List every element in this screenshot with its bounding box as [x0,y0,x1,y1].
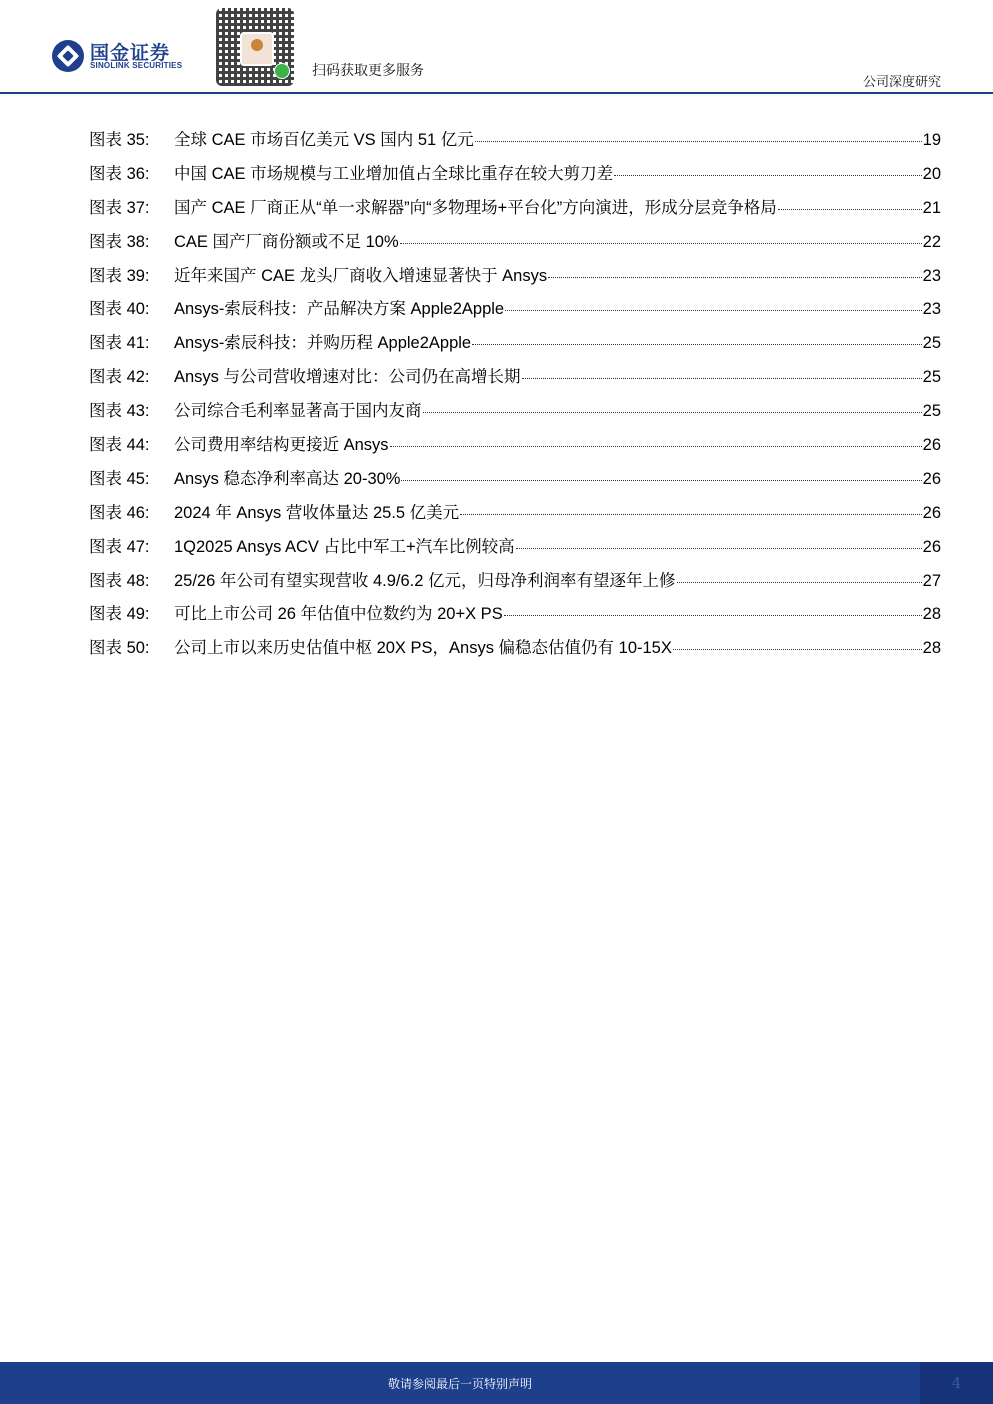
toc-entry-title: 2024 年 Ansys 营收体量达 25.5 亿美元 [174,503,460,522]
toc-dot-leader [677,581,922,583]
toc-dot-leader [516,547,922,549]
toc-entry-title: 可比上市公司 26 年估值中位数约为 20+X PS [174,605,503,624]
toc-entry[interactable] [89,363,941,397]
toc-entry-label: 图表 47: [89,537,150,556]
toc-entry[interactable] [89,465,941,499]
toc-dot-leader [504,614,922,616]
toc-entry-page: 26 [922,537,941,556]
toc-entry-page: 25 [922,368,941,387]
page-number-box [920,1362,993,1404]
toc-dot-leader [778,208,922,210]
toc-dot-leader [522,377,922,379]
toc-dot-leader [460,513,921,515]
toc-dot-leader [548,276,922,278]
toc-entry-label: 图表 44: [89,436,150,455]
toc-entry[interactable] [89,262,941,296]
page-header [0,0,993,95]
toc-entry-label: 图表 49: [89,605,150,624]
toc-entry-title: 25/26 年公司有望实现营收 4.9/6.2 亿元，归母净利润率有望逐年上修 [174,571,676,590]
toc-entry-title: Ansys 稳态净利率高达 20-30% [174,469,401,488]
toc-entry-label: 图表 37: [89,198,150,217]
table-of-figures [89,126,941,668]
toc-entry-page: 22 [922,232,941,251]
toc-entry-page: 21 [922,198,941,217]
qr-center-logo-icon [240,32,274,66]
toc-entry[interactable] [89,499,941,533]
toc-entry[interactable] [89,194,941,228]
toc-entry-title: Ansys 与公司营收增速对比：公司仍在高增长期 [174,368,521,387]
toc-dot-leader [401,479,921,481]
toc-entry-label: 图表 41: [89,334,150,353]
toc-entry-title: CAE 国产厂商份额或不足 10% [174,232,399,251]
toc-dot-leader [423,411,922,413]
scan-prompt: 扫码获取更多服务 [312,62,424,78]
toc-entry-title: 公司综合毛利率显著高于国内友商 [174,402,422,421]
toc-entry-label: 图表 45: [89,469,150,488]
toc-entry-title: 公司上市以来历史估值中枢 20X PS，Ansys 偏稳态估值仍有 10-15X [174,639,672,658]
toc-dot-leader [390,445,922,447]
toc-entry-page: 28 [922,639,941,658]
disclaimer-note: 敬请参阅最后一页特别声明 [387,1377,532,1391]
toc-entry-page: 19 [922,131,941,149]
toc-entry-page: 25 [922,334,941,353]
toc-entry-page: 23 [922,266,941,285]
toc-entry-title: 公司费用率结构更接近 Ansys [174,436,389,455]
logo-mark-icon [52,40,84,72]
toc-entry-label: 图表 40: [89,300,150,319]
logo-en-text: SINOLINK SECURITIES [90,61,183,70]
page-footer [0,1362,993,1404]
toc-entry[interactable] [89,567,941,601]
toc-entry[interactable] [89,533,941,567]
logo-cn-text: 国金证券 [90,43,171,64]
toc-entry-label: 图表 46: [89,503,150,522]
toc-entry-page: 26 [922,503,941,522]
document-type: 公司深度研究 [862,75,941,90]
toc-entry[interactable] [89,160,941,194]
toc-entry-title: 1Q2025 Ansys ACV 占比中军工+汽车比例较高 [174,537,515,556]
qr-badge-icon [274,63,290,79]
toc-entry[interactable] [89,431,941,465]
toc-entry-title: Ansys-索辰科技：并购历程 Apple2Apple [174,334,472,353]
toc-entry-title: 全球 CAE 市场百亿美元 VS 国内 51 亿元 [174,131,474,149]
toc-entry-label: 图表 50: [89,639,150,658]
toc-entry-label: 图表 35: [89,131,150,149]
page-number: 4 [951,1374,962,1392]
toc-entry-title: 中国 CAE 市场规模与工业增加值占全球比重存在较大剪刀差 [174,164,614,183]
toc-entry-label: 图表 38: [89,232,150,251]
toc-dot-leader [472,343,922,345]
toc-entry-page: 20 [922,164,941,183]
header-divider [0,92,993,94]
toc-entry-label: 图表 36: [89,164,150,183]
toc-entry[interactable] [89,329,941,363]
toc-dot-leader [505,309,922,311]
toc-entry-label: 图表 42: [89,368,150,387]
toc-dot-leader [673,648,922,650]
toc-entry-title: 近年来国产 CAE 龙头厂商收入增速显著快于 Ansys [174,266,548,285]
toc-entry-page: 23 [922,300,941,319]
toc-dot-leader [614,174,922,176]
toc-entry[interactable] [89,126,941,160]
toc-entry-label: 图表 43: [89,402,150,421]
toc-entry-title: Ansys-索辰科技：产品解决方案 Apple2Apple [174,300,505,319]
toc-entry[interactable] [89,295,941,329]
toc-entry-page: 26 [922,436,941,455]
toc-entry-label: 图表 48: [89,571,150,590]
toc-entry[interactable] [89,600,941,634]
toc-entry-title: 国产 CAE 厂商正从“单一求解器”向“多物理场+平台化”方向演进，形成分层竞争格局 [174,198,777,217]
toc-entry[interactable] [89,634,941,668]
toc-entry-label: 图表 39: [89,266,150,285]
toc-entry-page: 26 [922,469,941,488]
toc-entry-page: 27 [922,571,941,590]
toc-entry[interactable] [89,228,941,262]
toc-dot-leader [400,242,922,244]
toc-dot-leader [475,140,922,142]
toc-entry-page: 28 [922,605,941,624]
toc-entry[interactable] [89,397,941,431]
toc-entry-page: 25 [922,402,941,421]
company-logo [52,38,202,74]
